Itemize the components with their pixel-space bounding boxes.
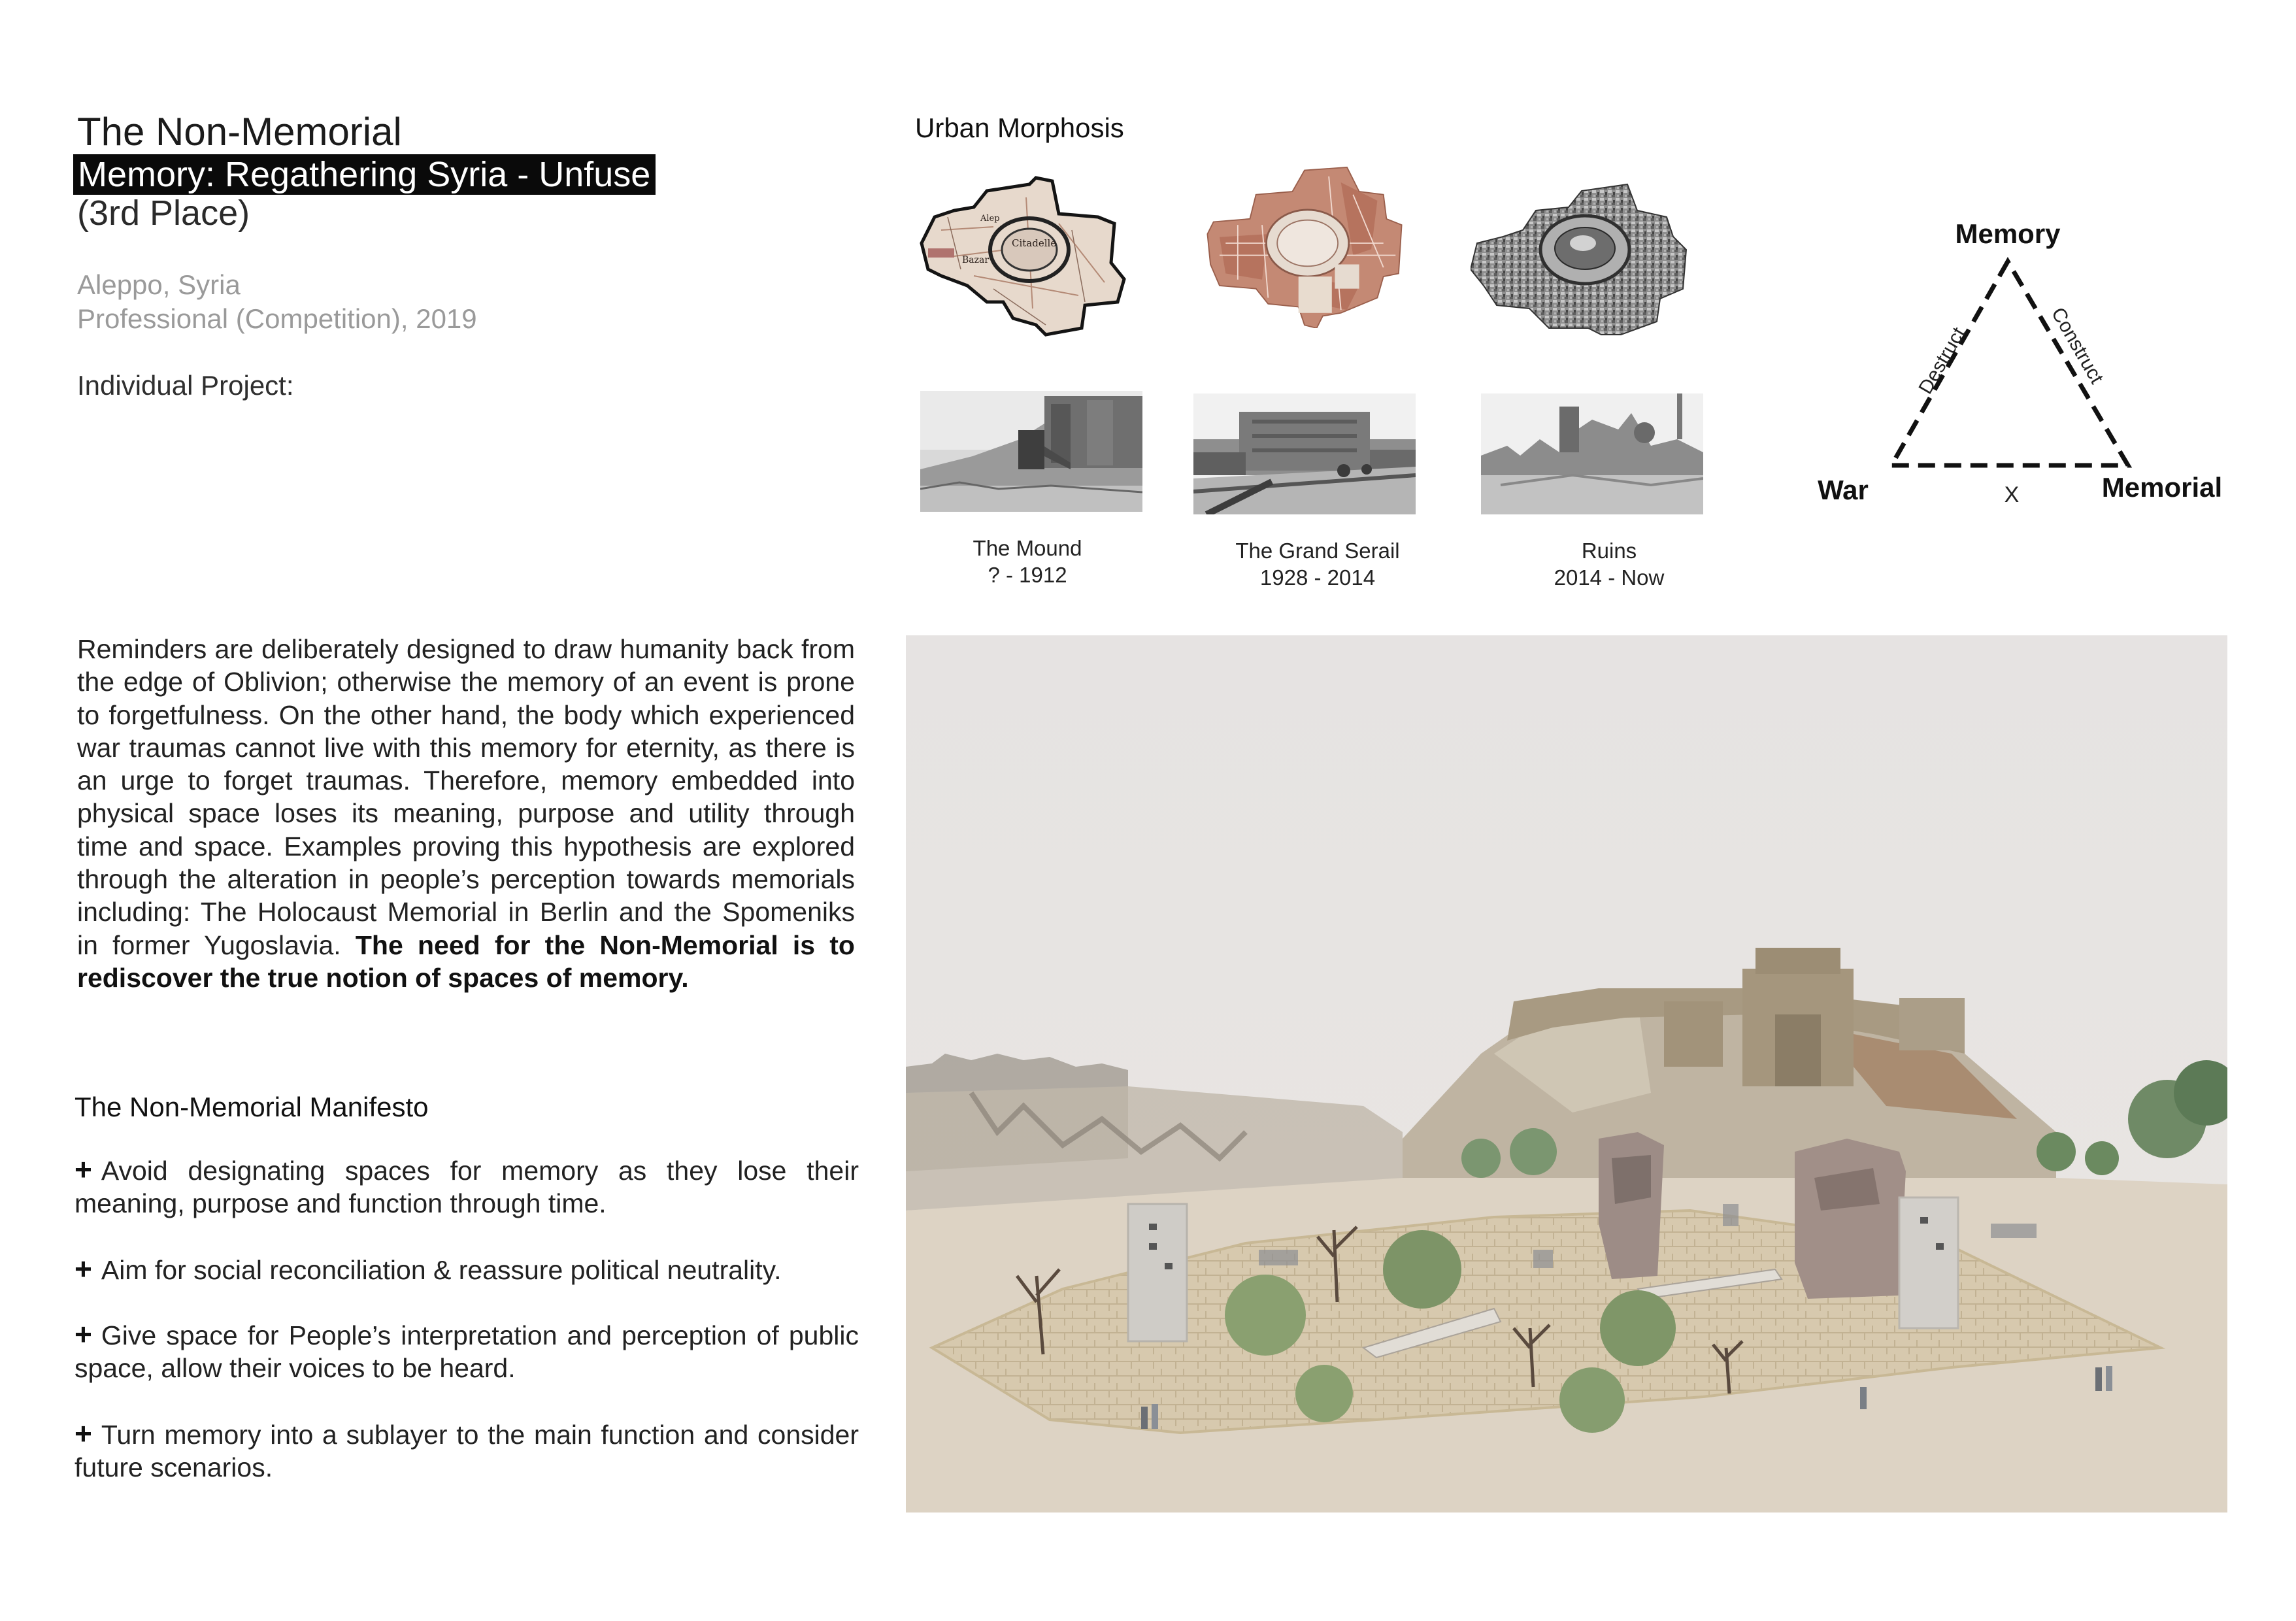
intro-paragraph: [77, 633, 855, 994]
manifesto-item: [75, 1153, 859, 1220]
map-label-alep: Alep: [980, 214, 1000, 224]
plus-icon: +: [75, 1416, 92, 1450]
intro-emphasis: The need for the Non-Memorial is to rediscover the true notion of spaces of memory.: [77, 929, 855, 993]
manifesto-title: The Non-Memorial Manifesto: [75, 1092, 429, 1122]
caption-name: Ruins: [1581, 539, 1637, 563]
urban-morphosis-title: Urban Morphosis: [915, 112, 1124, 143]
plus-icon: +: [75, 1152, 92, 1186]
caption-name: The Grand Serail: [1235, 539, 1400, 563]
manifesto-item: [75, 1318, 859, 1384]
non-memorial-rendering: [906, 635, 2227, 1512]
satellite-map-ruins: [1471, 171, 1693, 341]
plus-icon: +: [75, 1252, 92, 1286]
caption-years: 1928 - 2014: [1259, 565, 1376, 590]
intro-body: Reminders are deliberately designed to draw humanity back from the edge of Oblivion; otherwise the memory of an event is prone to forgetfulness. On the other hand, the body which experienced war traumas cannot live with this memory for eternity, as there is an urge to forget traumas. Therefore, memory embedded into physical space loses its meaning, purpose and utility through time and space. Examples proving this hypothesis are explored through the alteration in people’s perception towards memorials including: The Holocaust Memorial in Berlin and the Spomeniks in former Yugoslavia.: [77, 634, 855, 960]
caption-name: The Mound: [973, 536, 1082, 560]
caption-the-mound: [916, 535, 1139, 588]
manifesto-item: [75, 1417, 859, 1484]
placement-label: (3rd Place): [77, 193, 250, 233]
manifesto-item-text: Aim for social reconciliation & reassure political neutrality.: [101, 1255, 782, 1285]
memory-triangle-diagram: [1804, 209, 2235, 523]
page-title: The Non-Memorial: [77, 110, 402, 154]
label-war: War: [1818, 475, 1869, 505]
category-label: Professional (Competition), 2019: [77, 303, 477, 334]
competition-subtitle: Memory: Regathering Syria - Unfuse: [73, 154, 656, 195]
map-label-citadelle: Citadelle: [1012, 237, 1057, 249]
manifesto-item-text: Turn memory into a sublayer to the main function and consider future scenarios.: [75, 1420, 859, 1482]
plus-icon: +: [75, 1317, 92, 1351]
label-destruct: Destruct: [1914, 324, 1970, 398]
manifesto-item: [75, 1252, 859, 1286]
figure-ground-map-1928: [1193, 158, 1416, 328]
caption-years: ? - 1912: [988, 563, 1067, 587]
label-x: X: [2004, 482, 2020, 507]
photo-ruins: [1481, 393, 1703, 514]
label-construct: Construct: [2046, 304, 2108, 388]
manifesto-item-text: Avoid designating spaces for memory as they lose their meaning, purpose and function through time.: [75, 1156, 859, 1218]
label-memorial: Memorial: [2101, 472, 2223, 503]
map-label-bazar: Bazar: [962, 255, 990, 265]
photo-the-mound: [920, 391, 1142, 512]
caption-grand-serail: [1206, 537, 1429, 591]
project-type-label: Individual Project:: [77, 370, 294, 401]
manifesto-item-text: Give space for People’s interpretation and perception of public space, allow their voices to be heard.: [75, 1320, 859, 1383]
photo-grand-serail: [1193, 393, 1416, 514]
historic-map-1912: [915, 171, 1137, 341]
label-memory: Memory: [1955, 218, 2061, 249]
location-label: Aleppo, Syria: [77, 269, 241, 300]
caption-ruins: [1498, 537, 1720, 591]
caption-years: 2014 - Now: [1554, 565, 1665, 590]
